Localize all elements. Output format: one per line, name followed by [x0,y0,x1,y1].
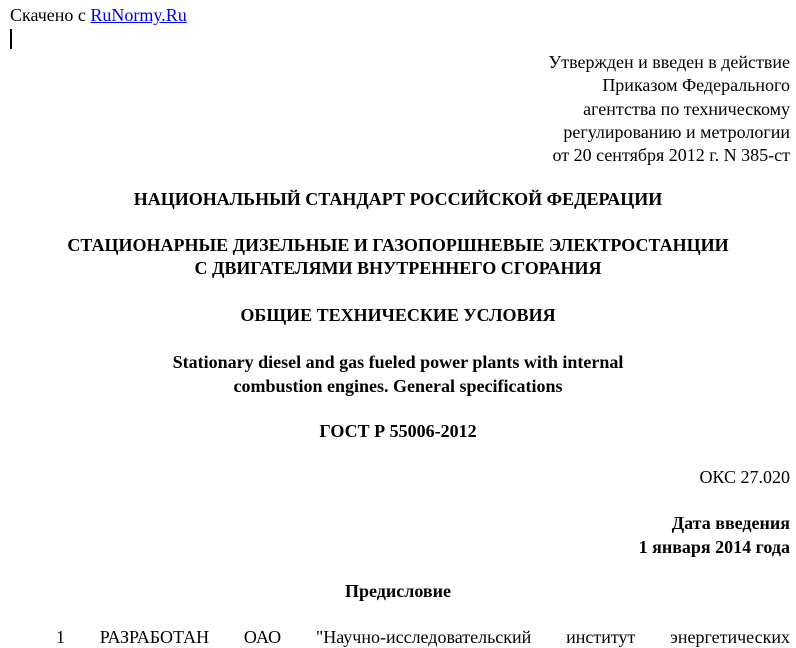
preface-item-word: РАЗРАБОТАН [99,627,210,647]
oks-code: ОКС 27.020 [699,467,790,487]
english-title-line: Stationary diesel and gas fueled power plants with internal [172,352,624,372]
preface-heading-text: Предисловие [345,581,451,601]
approval-block [548,51,790,167]
intro-date-label: Дата введения [671,513,790,533]
approval-line: агентства по техническому [583,98,790,119]
intro-date-value: 1 января 2014 года [638,537,790,557]
preface-heading [0,580,796,603]
preface-item-word: ОАО [243,627,282,647]
document-title-line: С ДВИГАТЕЛЯМИ ВНУТРЕННЕГО СГОРАНИЯ [194,258,602,278]
source-link[interactable]: RuNormy.Ru [90,5,187,25]
approval-line: Утвержден и введен в действие [548,52,790,72]
document-subtitle-text: ОБЩИЕ ТЕХНИЧЕСКИЕ УСЛОВИЯ [240,305,556,325]
document-title-line: СТАЦИОНАРНЫЕ ДИЗЕЛЬНЫЕ И ГАЗОПОРШНЕВЫЕ ЭЛЕКТРОСТАНЦИИ [67,235,729,255]
preface-item-word: энергетических [670,627,790,647]
approval-line: Приказом Федерального [602,75,790,96]
approval-line: регулированию и метрологии [563,121,790,142]
preface-item-word: институт [566,627,636,647]
standard-heading-text: НАЦИОНАЛЬНЫЙ СТАНДАРТ РОССИЙСКОЙ ФЕДЕРАЦИИ [133,189,663,209]
preface-item-word: 1 [56,627,65,647]
source-line [10,4,187,26]
gost-number [0,420,796,443]
document-subtitle [0,304,796,327]
english-title [0,350,796,398]
document-title [0,234,796,280]
intro-date-block [639,511,790,559]
text-cursor [10,29,12,49]
approval-line: от 20 сентября 2012 г. N 385-ст [552,145,790,166]
preface-item-1 [56,626,790,648]
preface-item-word: "Научно-исследовательский [315,627,532,647]
standard-heading [0,188,796,211]
gost-number-text: ГОСТ Р 55006-2012 [319,421,477,441]
source-prefix: Скачено с [10,5,91,25]
english-title-line: combustion engines. General specifications [233,376,563,396]
